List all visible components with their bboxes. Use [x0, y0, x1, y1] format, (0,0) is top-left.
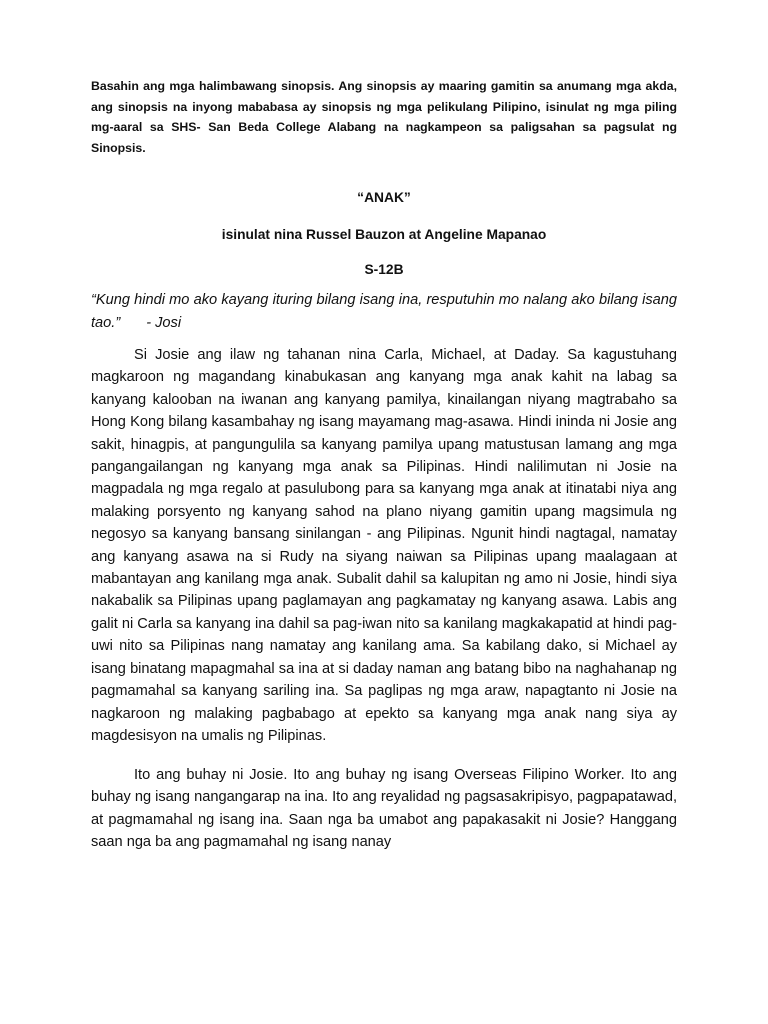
section-label: S-12B [364, 262, 404, 277]
author-line: isinulat nina Russel Bauzon at Angeline Mapanao [221, 227, 547, 242]
story-title: “ANAK” [357, 190, 411, 205]
epigraph-quote [91, 289, 677, 334]
intro-paragraph: Basahin ang mga halimbawang sinopsis. Ang sinopsis ay maaring gamitin sa anumang mga akda, ang sinopsis na inyong mababasa ay sinopsis ng mga pelikulang Pilipino, isinulat ng mga piling mg-aaral sa SHS- San Beda College Alabang na nagkampeon sa paligsahan sa pagsulat ng Sinopsis. [91, 79, 677, 155]
synopsis-paragraph: Si Josie ang ilaw ng tahanan nina Carla, Michael, at Daday. Sa kagustuhang magkaroon ng magandang kinabukasan ang kanyang mga anak kahit na labag sa kanyang kalooban na iwanan ang kanyang pamilya, kinailangan niyang magtrabaho sa Hong Kong bilang kasambahay ng isang mayamang mag-asawa. Hindi ininda ni Josie ang sakit, hinagpis, at pangungulila sa kanyang pamilya upang matustusan lamang ang mga pangangailangan ng kanyang mga anak sa Pilipinas. Hindi nalilimutan ni Josie na magpadala ng mga regalo at pasulubong para sa kanyang mga anak at itinatabi niya ang malaking porsyento ng kanyang sahod na plano niyang gamitin upang magsimula ng negosyo sa kanyang bansang sinilangan - ang Pilipinas. Ngunit hindi nagtagal, namatay ang kanyang asawa na si Rudy na siyang naiwan sa Pilipinas upang maalagaan at mabantayan ang kanilang mga anak. Subalit dahil sa kalupitan ng amo ni Josie, hindi siya nakabalik sa Pilipinas upang paglamayan ang pagkamatay ng kanyang asawa. Labis ang galit ni Carla sa kanyang ina dahil sa pag-iwan nito sa kanilang magkakapatid at hindi pag-uwi nito sa Pilipinas nang namatay ang kanilang ama. Sa kabilang dako, si Michael ay isang binatang mapagmahal sa ina at si daday naman ang batang bibo na naghahanap ng pagmamahal sa kanyang sariling ina. Sa paglipas ng mga araw, napagtanto ni Josie na nagkaroon ng malaking pagbabago at epekto sa kanyang mga anak nang siya ay magdesisyon na umalis ng Pilipinas. [91, 347, 677, 744]
quote-attribution: - Josi [146, 314, 182, 331]
quote-text: “Kung hindi mo ako kayang ituring bilang isang ina, resputuhin mo nalang ako bilang isang tao.” [91, 292, 677, 331]
synopsis-paragraph: Ito ang buhay ni Josie. Ito ang buhay ng isang Overseas Filipino Worker. Ito ang buhay ng isang nangangarap na ina. Ito ang reyalidad ng pagsasakripisyo, pagpapatawad, at pagmamahal ng isang ina. Saan nga ba umabot ang papakasakit ni Josie? Hanggang saan nga ba ang pagmamahal ng isang nanay [91, 767, 677, 851]
